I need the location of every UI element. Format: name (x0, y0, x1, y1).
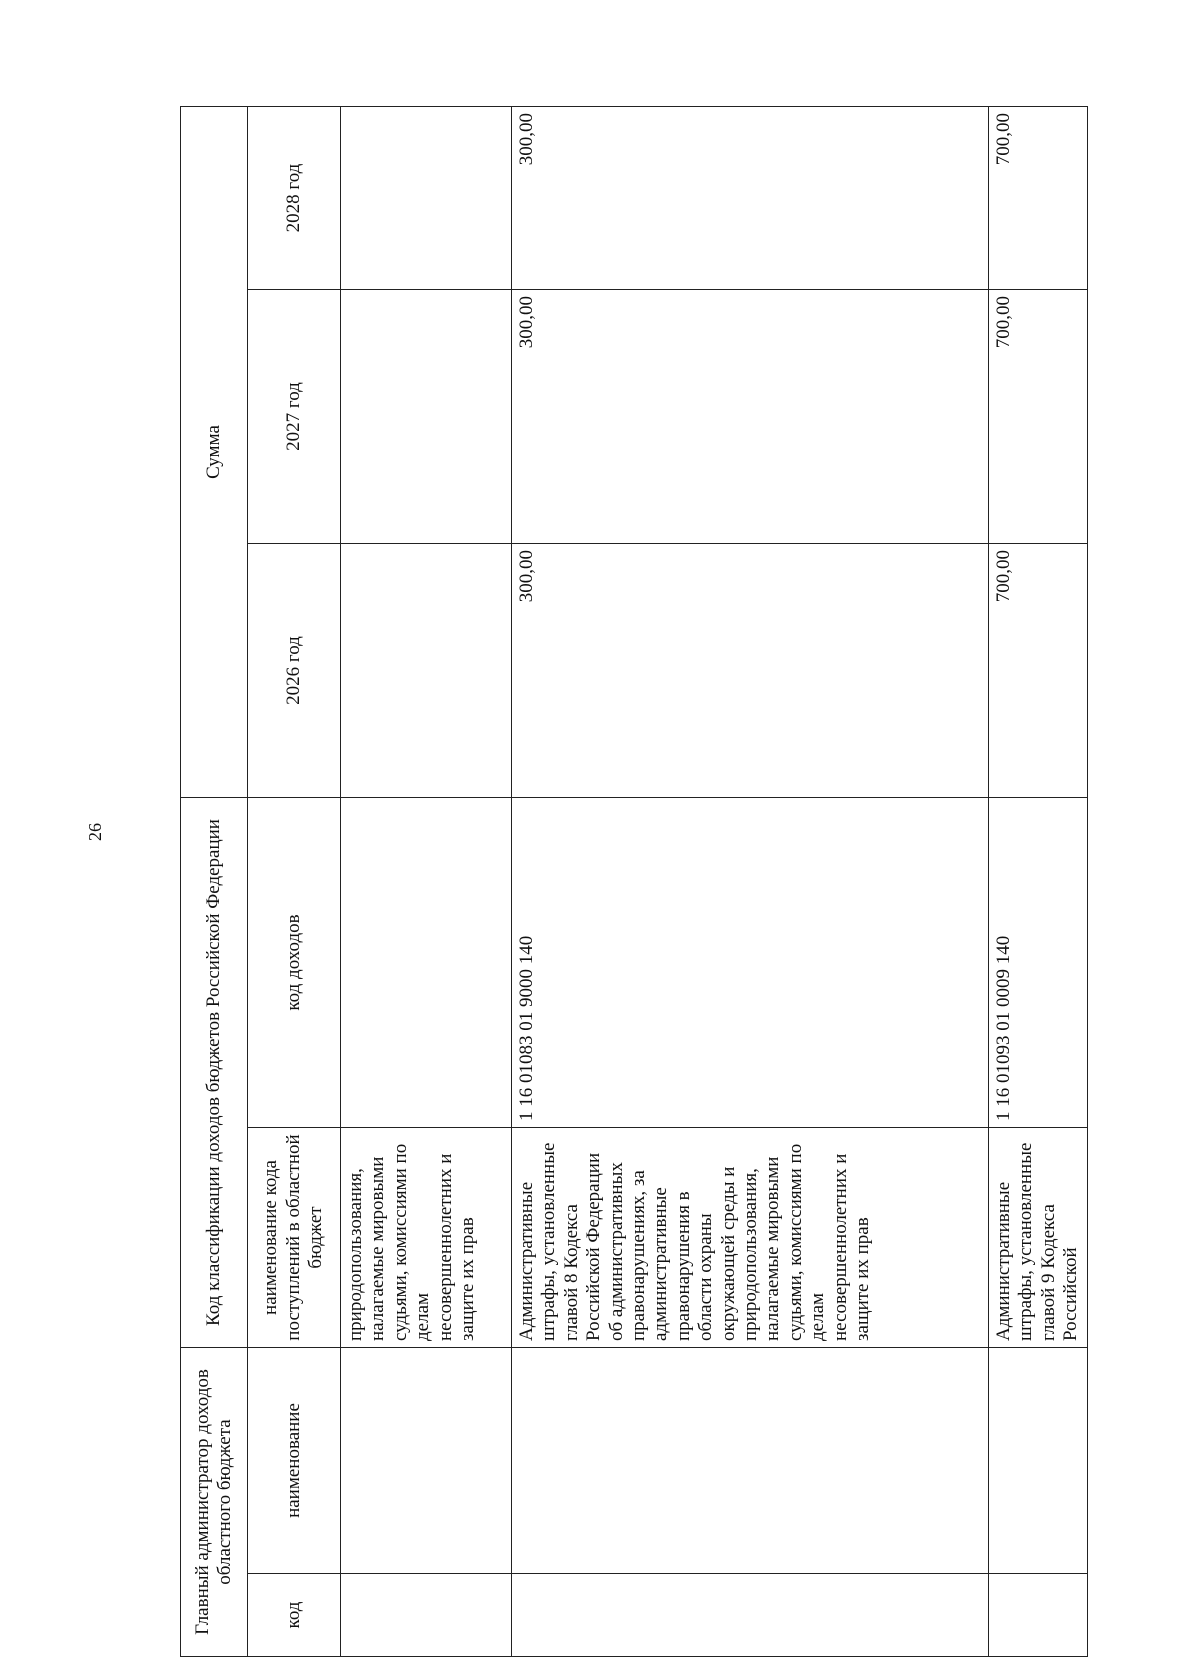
header-admin-group: Главный администратор доходов областного бюджета (181, 1348, 248, 1657)
header-income-name: наименование кода поступлений в областной бюджет (248, 1128, 341, 1348)
cell-2027 (341, 290, 512, 544)
revenue-table (180, 106, 1088, 1657)
header-income-code: код доходов (248, 798, 341, 1128)
table-row (989, 106, 1088, 1656)
cell-2027: 300,00 (512, 290, 989, 544)
header-2028: 2028 год (248, 106, 341, 289)
cell-name (341, 1348, 512, 1574)
cell-income-name: Административные штрафы, установленные главой 8 Кодекса Российской Федерации об административных правонарушениях, за административные правонарушения в области охраны окружающей среды и природопользования, налагаемые мировыми судьями, комиссиями по делам несовершеннолетних и защите их прав (512, 1128, 989, 1348)
cell-name (989, 1348, 1088, 1574)
header-sum-group: Сумма (181, 106, 248, 797)
cell-income-code: 1 16 01083 01 9000 140 (512, 798, 989, 1128)
header-2027: 2027 год (248, 290, 341, 544)
cell-name (512, 1348, 989, 1574)
cell-income-code (341, 798, 512, 1128)
header-code-group: Код классификации доходов бюджетов Российской Федерации (181, 798, 248, 1348)
cell-code (989, 1574, 1088, 1657)
cell-2026: 300,00 (512, 544, 989, 798)
cell-income-name: Административные штрафы, установленные главой 9 Кодекса Российской (989, 1128, 1088, 1348)
header-row-columns (248, 106, 341, 1656)
cell-income-code: 1 16 01093 01 0009 140 (989, 798, 1088, 1128)
cell-2026: 700,00 (989, 544, 1088, 798)
cell-code (341, 1574, 512, 1657)
page-number: 26 (85, 823, 105, 841)
cell-2026 (341, 544, 512, 798)
cell-2028: 700,00 (989, 106, 1088, 289)
cell-2027: 700,00 (989, 290, 1088, 544)
header-name: наименование (248, 1348, 341, 1574)
header-code: код (248, 1574, 341, 1657)
cell-code (512, 1574, 989, 1657)
cell-2028 (341, 106, 512, 289)
header-2026: 2026 год (248, 544, 341, 798)
header-row-groups (181, 106, 248, 1656)
table-row (512, 106, 989, 1656)
cell-2028: 300,00 (512, 106, 989, 289)
rotated-table-container (180, 107, 1105, 1657)
cell-income-name: природопользования, налагаемые мировыми судьями, комиссиями по делам несовершеннолетних и защите их прав (341, 1128, 512, 1348)
table-row (341, 106, 512, 1656)
